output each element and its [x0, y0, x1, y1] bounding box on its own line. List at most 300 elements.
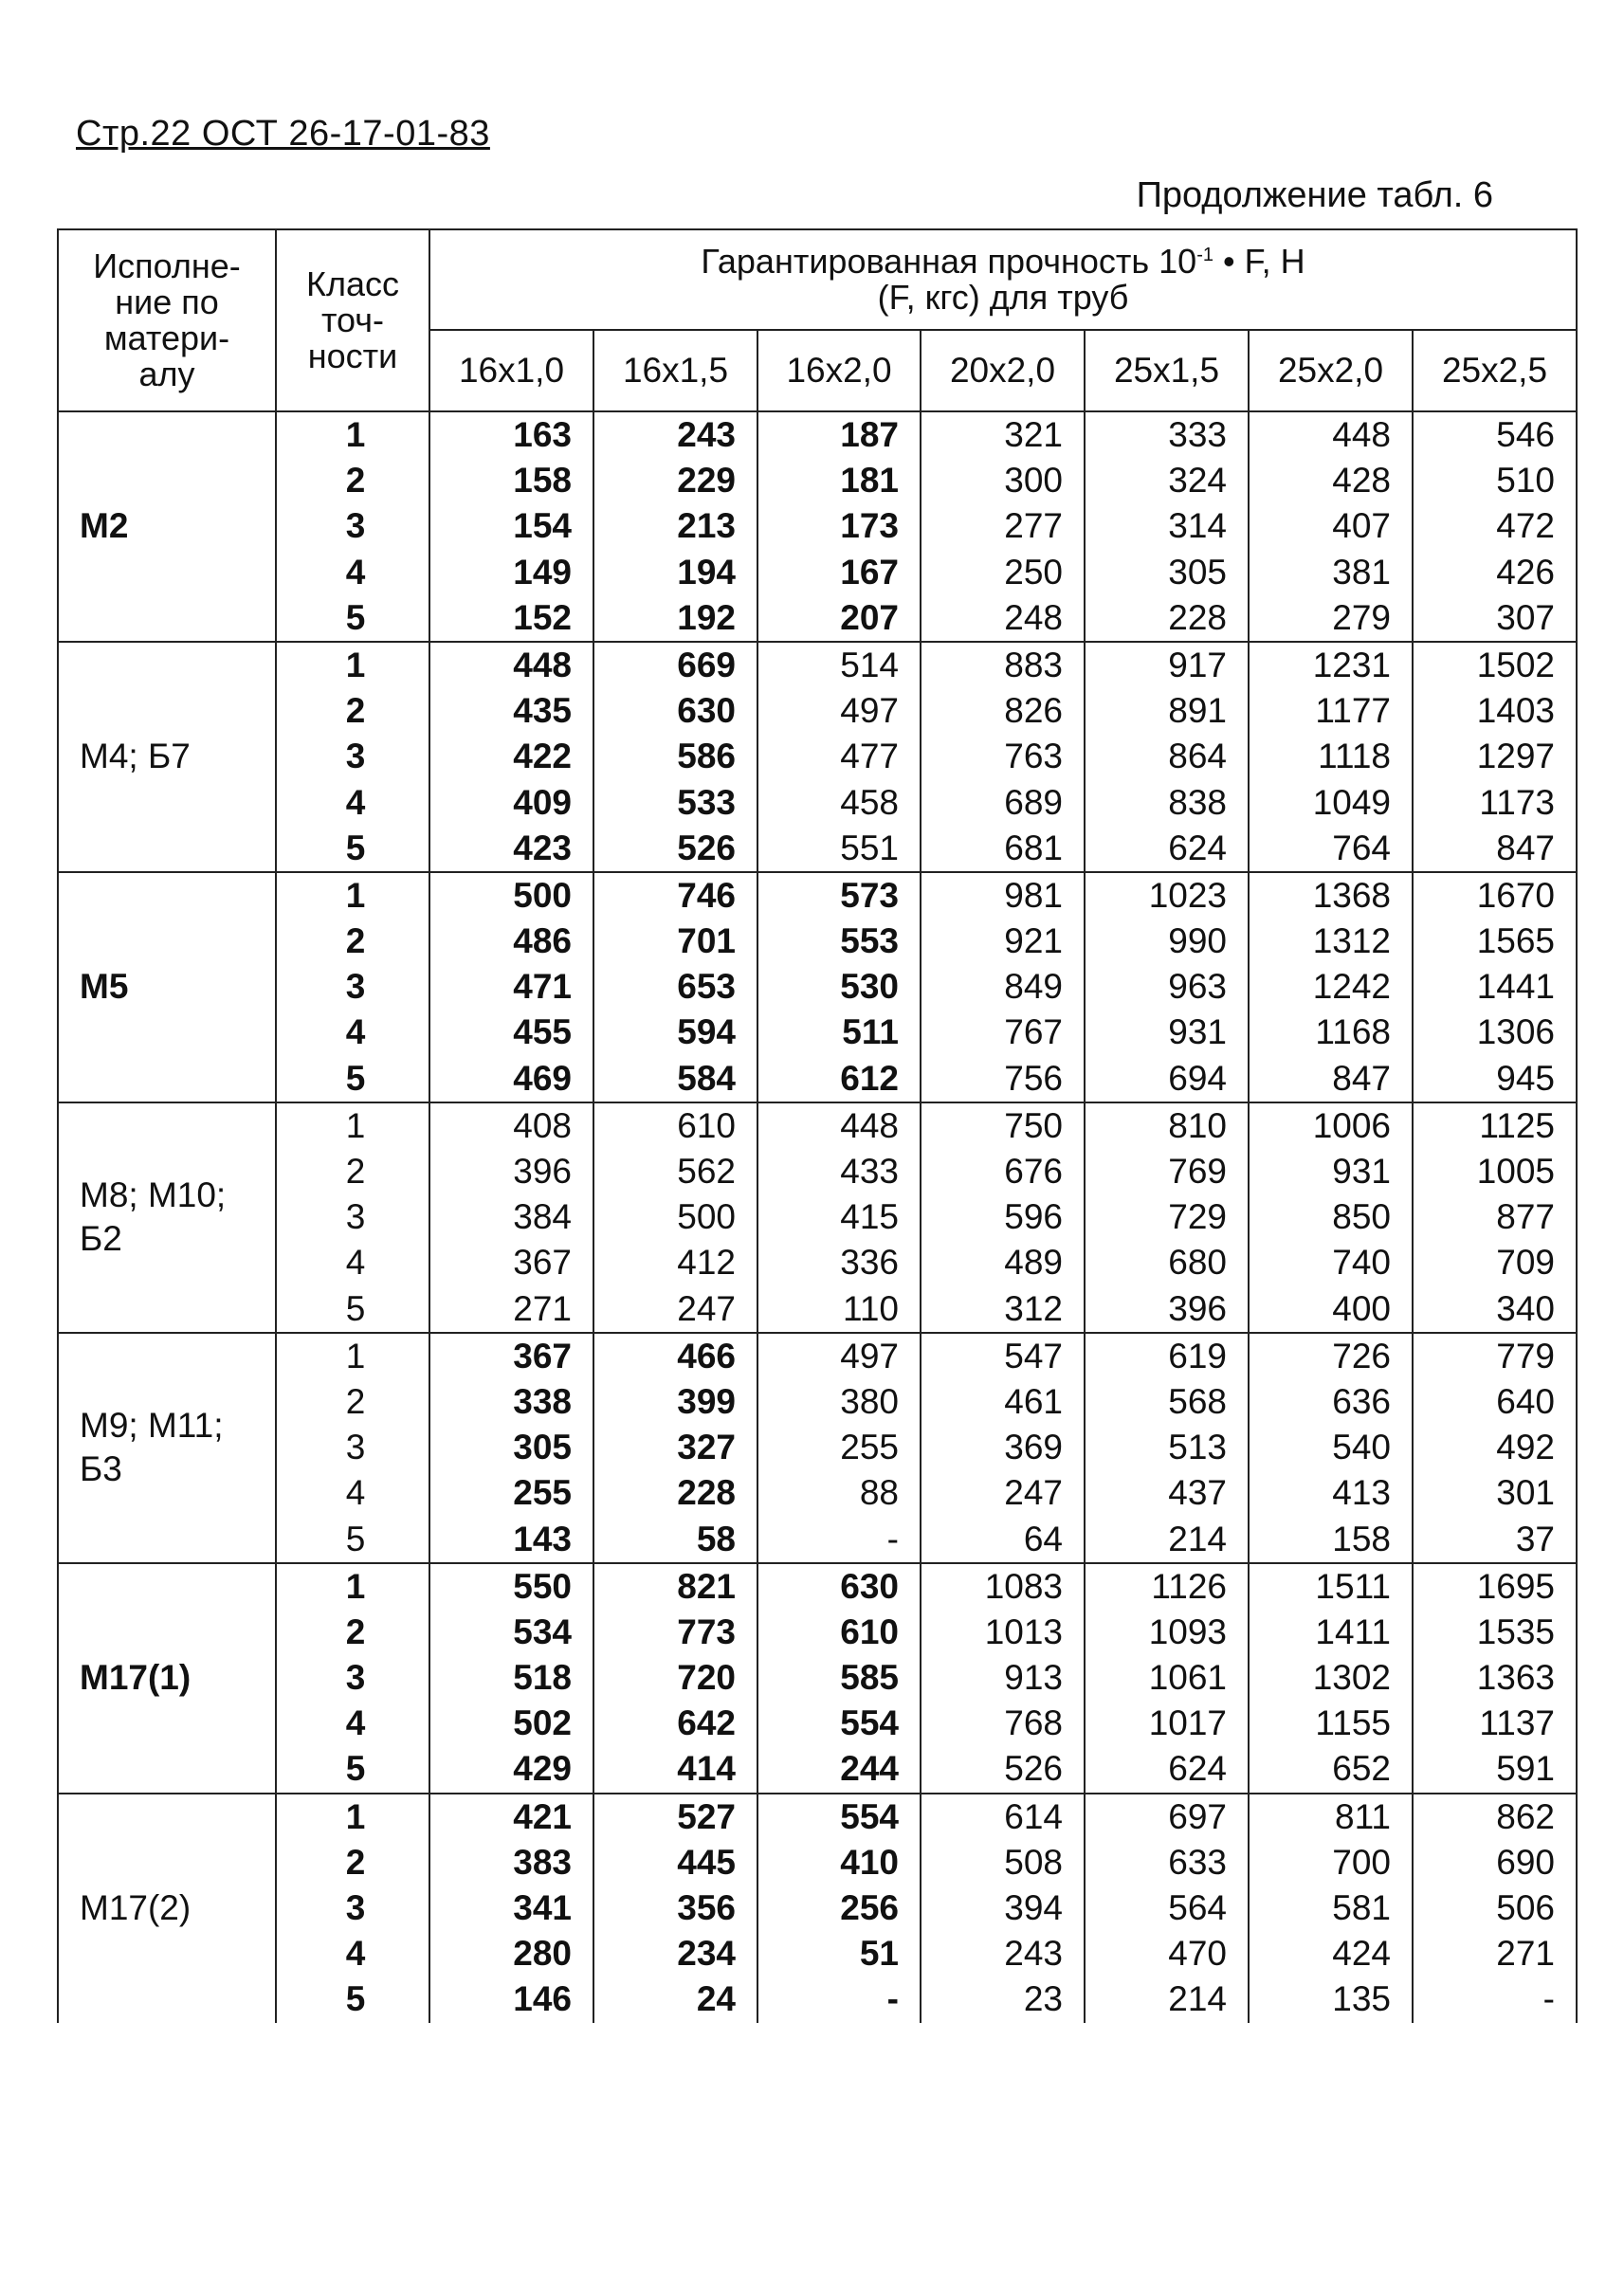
strength-value: 850 — [1332, 1197, 1391, 1237]
class-value: 1 — [345, 645, 366, 684]
header-size-5: 25х2,0 — [1249, 330, 1413, 411]
strength-value: 367 — [513, 1336, 572, 1375]
strength-value: 513 — [1168, 1428, 1227, 1467]
strength-value: 506 — [1496, 1888, 1555, 1927]
strength-value: 414 — [677, 1749, 736, 1789]
strength-value: 740 — [1332, 1243, 1391, 1283]
strength-value: 469 — [513, 1058, 572, 1098]
value-cell — [593, 1794, 757, 2023]
strength-value: 1441 — [1476, 967, 1555, 1007]
class-value: 3 — [345, 1658, 366, 1698]
strength-value: 518 — [513, 1658, 572, 1698]
strength-value: 533 — [677, 782, 736, 822]
strength-value: 756 — [1004, 1058, 1063, 1098]
strength-value: 591 — [1496, 1749, 1555, 1789]
strength-value: 540 — [1332, 1428, 1391, 1467]
strength-value: 472 — [1496, 506, 1555, 546]
strength-value: 458 — [840, 782, 899, 822]
strength-value: 891 — [1168, 691, 1227, 731]
strength-value: 412 — [677, 1243, 736, 1283]
strength-value: 726 — [1332, 1336, 1391, 1375]
strength-value: 640 — [1496, 1381, 1555, 1421]
strength-value: 694 — [1168, 1058, 1227, 1098]
strength-value: 1023 — [1148, 875, 1227, 915]
strength-value: 338 — [513, 1381, 572, 1421]
strength-value: 826 — [1004, 691, 1063, 731]
value-cell — [1249, 411, 1413, 642]
class-cell — [276, 1563, 429, 1794]
strength-value: 585 — [840, 1658, 899, 1698]
value-cell — [429, 872, 593, 1102]
strength-value: 530 — [840, 967, 899, 1007]
strength-value: 750 — [1004, 1105, 1063, 1145]
class-value: 5 — [345, 597, 366, 637]
strength-value: 680 — [1168, 1243, 1227, 1283]
strength-value: 553 — [840, 921, 899, 961]
header-class-line: точ- — [320, 301, 385, 340]
value-cell — [1413, 642, 1577, 872]
value-cell — [429, 1102, 593, 1333]
class-value: 5 — [345, 1519, 366, 1558]
value-cell — [593, 411, 757, 642]
header-strength-line1 — [430, 244, 1576, 280]
strength-value: 433 — [840, 1152, 899, 1191]
value-cell — [1249, 642, 1413, 872]
strength-value: 445 — [677, 1842, 736, 1882]
class-value: 1 — [345, 415, 366, 454]
value-cell — [1413, 1563, 1577, 1794]
strength-value: 410 — [840, 1842, 899, 1882]
table-continuation-label: Продолжение табл. 6 — [1136, 175, 1493, 215]
strength-value: 630 — [677, 691, 736, 731]
strength-value: 1511 — [1315, 1566, 1391, 1606]
strength-value: 1670 — [1476, 875, 1555, 915]
material-cell: М9; М11; Б3 — [58, 1333, 276, 1563]
strength-value: 207 — [840, 597, 899, 637]
strength-value: 256 — [840, 1888, 899, 1927]
strength-value: 422 — [513, 737, 572, 776]
strength-value: 676 — [1004, 1152, 1063, 1191]
value-cell — [593, 1563, 757, 1794]
strength-value: 624 — [1168, 1749, 1227, 1789]
strength-value: 763 — [1004, 737, 1063, 776]
strength-value: 428 — [1332, 461, 1391, 501]
strength-value: 407 — [1332, 506, 1391, 546]
strength-value: 248 — [1004, 597, 1063, 637]
strength-value: 630 — [840, 1566, 899, 1606]
material-group-row — [58, 642, 1577, 872]
class-value: 3 — [345, 967, 366, 1007]
strength-value: 163 — [513, 415, 572, 454]
strength-value: 154 — [513, 506, 572, 546]
value-cell — [1249, 872, 1413, 1102]
class-value: 1 — [345, 1796, 366, 1836]
strength-value: 700 — [1332, 1842, 1391, 1882]
strength-value: 921 — [1004, 921, 1063, 961]
class-value: 5 — [345, 1979, 366, 2019]
strength-value: 229 — [677, 461, 736, 501]
strength-value: 149 — [513, 552, 572, 592]
strength-value: 596 — [1004, 1197, 1063, 1237]
strength-value: 400 — [1332, 1288, 1391, 1328]
header-strength-text: Гарантированная прочность 10 — [701, 242, 1197, 282]
strength-value: 158 — [513, 461, 572, 501]
header-size-6: 25х2,5 — [1413, 330, 1577, 411]
strength-value: 214 — [1168, 1519, 1227, 1558]
strength-value: 1118 — [1318, 737, 1391, 776]
strength-value: 1403 — [1476, 691, 1555, 731]
value-cell — [757, 1794, 921, 2023]
strength-value: 1006 — [1312, 1105, 1391, 1145]
value-cell — [1249, 1563, 1413, 1794]
strength-value: 990 — [1168, 921, 1227, 961]
strength-value: 192 — [677, 597, 736, 637]
material-group-row — [58, 1102, 1577, 1333]
strength-value: 729 — [1168, 1197, 1227, 1237]
strength-value: 214 — [1168, 1979, 1227, 2019]
class-value: 5 — [345, 1749, 366, 1789]
class-cell — [276, 411, 429, 642]
strength-value: 550 — [513, 1566, 572, 1606]
header-execution-line: Исполне- — [93, 246, 241, 286]
strength-value: 369 — [1004, 1428, 1063, 1467]
header-execution-line: матери- — [103, 319, 230, 357]
strength-value: 1155 — [1315, 1703, 1391, 1743]
strength-value: 399 — [677, 1381, 736, 1421]
strength-value: 1168 — [1315, 1012, 1391, 1052]
strength-value: 305 — [513, 1428, 572, 1467]
strength-value: 280 — [513, 1934, 572, 1974]
header-size-2: 16х2,0 — [757, 330, 921, 411]
strength-value: 336 — [840, 1243, 899, 1283]
material-cell: М8; М10; Б2 — [58, 1102, 276, 1333]
strength-value: 1061 — [1148, 1658, 1227, 1698]
strength-value: 610 — [677, 1105, 736, 1145]
value-cell — [593, 1102, 757, 1333]
table-body — [58, 411, 1577, 2023]
strength-value: 24 — [696, 1979, 736, 2019]
material-group-row — [58, 1794, 1577, 2023]
strength-value: 23 — [1023, 1979, 1063, 2019]
strength-value: 255 — [513, 1473, 572, 1513]
material-cell: М17(1) — [58, 1563, 276, 1794]
strength-value: 1177 — [1315, 691, 1391, 731]
class-cell — [276, 1794, 429, 2023]
strength-value: 1137 — [1479, 1703, 1555, 1743]
strength-value: 931 — [1332, 1152, 1391, 1191]
strength-value: 883 — [1004, 645, 1063, 684]
strength-value: 1125 — [1479, 1105, 1555, 1145]
strength-value: 862 — [1496, 1796, 1555, 1836]
strength-value: 380 — [840, 1381, 899, 1421]
strength-value: 247 — [677, 1288, 736, 1328]
strength-value: 37 — [1515, 1519, 1555, 1558]
value-cell — [1413, 872, 1577, 1102]
strength-value: 811 — [1335, 1796, 1391, 1836]
strength-value: 849 — [1004, 967, 1063, 1007]
page-header: Стр.22 ОСТ 26-17-01-83 — [76, 114, 490, 154]
strength-value: 213 — [677, 506, 736, 546]
strength-value: 243 — [1004, 1934, 1063, 1974]
strength-value: 497 — [840, 691, 899, 731]
header-size-1: 16х1,5 — [593, 330, 757, 411]
value-cell — [593, 872, 757, 1102]
strength-value: 194 — [677, 552, 736, 592]
strength-value: 584 — [677, 1058, 736, 1098]
strength-value: 424 — [1332, 1934, 1391, 1974]
strength-value: 409 — [513, 782, 572, 822]
strength-value: 614 — [1004, 1796, 1063, 1836]
class-value: 3 — [345, 737, 366, 776]
strength-value: 421 — [513, 1796, 572, 1836]
strength-value: 181 — [840, 461, 899, 501]
strength-value: 396 — [513, 1152, 572, 1191]
strength-value: 333 — [1168, 415, 1227, 454]
strength-value: 423 — [513, 828, 572, 867]
class-value: 2 — [345, 1152, 366, 1191]
strength-value: 437 — [1168, 1473, 1227, 1513]
value-cell — [429, 1563, 593, 1794]
strength-value: 500 — [513, 875, 572, 915]
strength-value: 367 — [513, 1243, 572, 1283]
class-value: 4 — [345, 1012, 366, 1052]
strength-value: 384 — [513, 1197, 572, 1237]
strength-value: 1695 — [1476, 1566, 1555, 1606]
strength-value: 779 — [1496, 1336, 1555, 1375]
strength-value: 429 — [513, 1749, 572, 1789]
strength-value: 681 — [1004, 828, 1063, 867]
strength-value: 864 — [1168, 737, 1227, 776]
header-class-line: ности — [307, 336, 398, 375]
class-value: 4 — [345, 552, 366, 592]
strength-value: 340 — [1496, 1288, 1555, 1328]
strength-value: 1242 — [1312, 967, 1391, 1007]
strength-value: 1312 — [1312, 921, 1391, 961]
value-cell — [1413, 411, 1577, 642]
class-cell — [276, 872, 429, 1102]
strength-value: 633 — [1168, 1842, 1227, 1882]
strength-value: 1173 — [1479, 782, 1555, 822]
strength-value: 547 — [1004, 1336, 1063, 1375]
strength-value: 247 — [1004, 1473, 1063, 1513]
strength-value: 321 — [1004, 415, 1063, 454]
strength-value: 448 — [1332, 415, 1391, 454]
strength-value: 554 — [840, 1703, 899, 1743]
value-cell — [921, 1563, 1085, 1794]
value-cell — [1085, 872, 1249, 1102]
class-value: 1 — [345, 1105, 366, 1145]
strength-value: 636 — [1332, 1381, 1391, 1421]
strength-value: 1302 — [1312, 1658, 1391, 1698]
strength-value: 143 — [513, 1519, 572, 1558]
strength-value: 461 — [1004, 1381, 1063, 1421]
value-cell — [921, 872, 1085, 1102]
strength-value: 500 — [677, 1197, 736, 1237]
value-cell — [1249, 1333, 1413, 1563]
strength-value: 1297 — [1476, 737, 1555, 776]
header-size-0: 16х1,0 — [429, 330, 593, 411]
strength-value: 981 — [1004, 875, 1063, 915]
strength-value: 301 — [1496, 1473, 1555, 1513]
value-cell — [921, 411, 1085, 642]
strength-value: 564 — [1168, 1888, 1227, 1927]
strength-value: 88 — [859, 1473, 899, 1513]
strength-value: 1093 — [1148, 1612, 1227, 1651]
strength-value: 110 — [843, 1288, 899, 1328]
strength-value: 652 — [1332, 1749, 1391, 1789]
strength-value: 455 — [513, 1012, 572, 1052]
header-strength-line2: (F, кгс) для труб — [877, 278, 1129, 318]
material-cell: М2 — [58, 411, 276, 642]
strength-value: 448 — [513, 645, 572, 684]
header-guaranteed-strength — [429, 229, 1577, 330]
strength-value: 312 — [1004, 1288, 1063, 1328]
class-value: 2 — [345, 921, 366, 961]
strength-value: 300 — [1004, 461, 1063, 501]
strength-value: 931 — [1168, 1012, 1227, 1052]
strength-value: - — [886, 1979, 899, 2019]
strength-value: 1083 — [984, 1566, 1063, 1606]
strength-value: 396 — [1168, 1288, 1227, 1328]
strength-value: 510 — [1496, 461, 1555, 501]
strength-value: 697 — [1168, 1796, 1227, 1836]
strength-value: 243 — [677, 415, 736, 454]
strength-value: 764 — [1332, 828, 1391, 867]
class-value: 1 — [345, 1336, 366, 1375]
strength-value: 277 — [1004, 506, 1063, 546]
strength-value: 408 — [513, 1105, 572, 1145]
strength-value: 1535 — [1476, 1612, 1555, 1651]
strength-value: 709 — [1496, 1243, 1555, 1283]
class-value: 4 — [345, 1703, 366, 1743]
strength-value: 573 — [840, 875, 899, 915]
class-value: 2 — [345, 461, 366, 501]
strength-value: 173 — [840, 506, 899, 546]
strength-value: 146 — [513, 1979, 572, 2019]
value-cell — [1413, 1333, 1577, 1563]
strength-value: 1368 — [1312, 875, 1391, 915]
strength-value: 477 — [840, 737, 899, 776]
class-cell — [276, 642, 429, 872]
value-cell — [921, 642, 1085, 872]
class-value: 3 — [345, 1888, 366, 1927]
strength-value: 234 — [677, 1934, 736, 1974]
strength-value: 448 — [840, 1105, 899, 1145]
strength-value: 610 — [840, 1612, 899, 1651]
class-value: 1 — [345, 875, 366, 915]
strength-value: 1013 — [984, 1612, 1063, 1651]
value-cell — [1249, 1102, 1413, 1333]
header-class-line: Класс — [306, 264, 399, 304]
strength-value: 769 — [1168, 1152, 1227, 1191]
value-cell — [1413, 1794, 1577, 2023]
class-value: 4 — [345, 1934, 366, 1974]
value-cell — [1249, 1794, 1413, 2023]
value-cell — [757, 1102, 921, 1333]
value-cell — [429, 1794, 593, 2023]
class-value: 3 — [345, 506, 366, 546]
strength-value: 767 — [1004, 1012, 1063, 1052]
strength-value: 526 — [677, 828, 736, 867]
strength-value: 327 — [677, 1428, 736, 1467]
strength-value: 669 — [677, 645, 736, 684]
strength-value: 612 — [840, 1058, 899, 1098]
strength-value: 810 — [1168, 1105, 1227, 1145]
value-cell — [429, 411, 593, 642]
header-accuracy-class — [276, 229, 429, 411]
strength-value: 701 — [677, 921, 736, 961]
strength-value: 1363 — [1476, 1658, 1555, 1698]
value-cell — [921, 1794, 1085, 2023]
strength-value: 158 — [1332, 1519, 1391, 1558]
value-cell — [429, 1333, 593, 1563]
strength-value: 562 — [677, 1152, 736, 1191]
strength-value: 356 — [677, 1888, 736, 1927]
strength-value: 58 — [696, 1519, 736, 1558]
strength-value: 244 — [840, 1749, 899, 1789]
strength-value: 471 — [513, 967, 572, 1007]
strength-value: 492 — [1496, 1428, 1555, 1467]
class-value: 5 — [345, 1288, 366, 1328]
strength-value: 551 — [840, 828, 899, 867]
strength-value: 746 — [677, 875, 736, 915]
strength-value: 413 — [1332, 1473, 1391, 1513]
strength-value: 324 — [1168, 461, 1227, 501]
strength-value: 135 — [1332, 1979, 1391, 2019]
value-cell — [757, 1563, 921, 1794]
strength-value: 1502 — [1476, 645, 1555, 684]
strength-value: 383 — [513, 1842, 572, 1882]
strength-value: 917 — [1168, 645, 1227, 684]
strength-value: 568 — [1168, 1381, 1227, 1421]
strength-value: 255 — [840, 1428, 899, 1467]
strength-value: 307 — [1496, 597, 1555, 637]
class-cell — [276, 1333, 429, 1563]
strength-value: 187 — [840, 415, 899, 454]
strength-value: 305 — [1168, 552, 1227, 592]
value-cell — [1085, 411, 1249, 642]
class-value: 3 — [345, 1197, 366, 1237]
strength-value: 502 — [513, 1703, 572, 1743]
value-cell — [1413, 1102, 1577, 1333]
class-cell — [276, 1102, 429, 1333]
value-cell — [1085, 1333, 1249, 1563]
strength-value: 228 — [677, 1473, 736, 1513]
strength-value: 64 — [1023, 1519, 1063, 1558]
strength-value: 642 — [677, 1703, 736, 1743]
material-group-row — [58, 872, 1577, 1102]
header-size-3: 20х2,0 — [921, 330, 1085, 411]
strength-value: 653 — [677, 967, 736, 1007]
strength-value: 435 — [513, 691, 572, 731]
value-cell — [593, 642, 757, 872]
strength-value: 1126 — [1151, 1566, 1227, 1606]
strength-value: 511 — [842, 1012, 899, 1052]
strength-value: 1005 — [1476, 1152, 1555, 1191]
value-cell — [429, 642, 593, 872]
strength-value: 877 — [1496, 1197, 1555, 1237]
class-value: 3 — [345, 1428, 366, 1467]
strength-value: 546 — [1496, 415, 1555, 454]
class-value: 4 — [345, 1243, 366, 1283]
strength-value: 945 — [1496, 1058, 1555, 1098]
value-cell — [593, 1333, 757, 1563]
strength-value: 152 — [513, 597, 572, 637]
strength-value: 690 — [1496, 1842, 1555, 1882]
strength-value: 279 — [1332, 597, 1391, 637]
header-strength-exponent: -1 — [1196, 245, 1213, 266]
strength-value: 847 — [1332, 1058, 1391, 1098]
